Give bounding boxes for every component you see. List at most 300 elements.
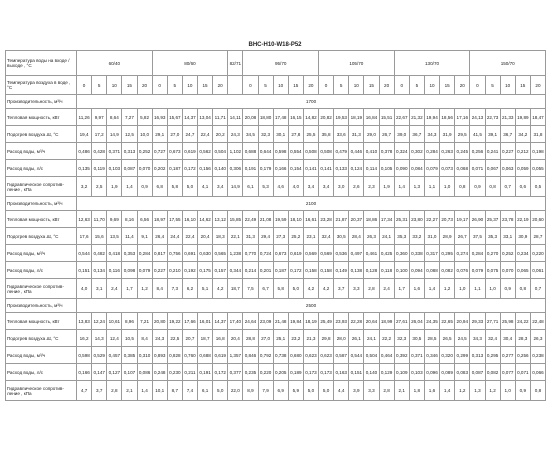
- value-cell: 2,8: [107, 381, 122, 401]
- value-cell: 4,2: [303, 279, 318, 299]
- value-cell: 23,2: [288, 330, 303, 347]
- value-cell: 17,55: [167, 211, 182, 228]
- value-cell: 0,508: [319, 143, 334, 160]
- value-cell: 1,4: [424, 279, 439, 299]
- value-cell: 1,4: [137, 381, 152, 401]
- value-cell: 0,088: [424, 262, 439, 279]
- value-cell: 13,83: [77, 313, 92, 330]
- value-cell: 28,4: [349, 228, 364, 245]
- value-cell: 0,079: [137, 262, 152, 279]
- value-cell: 0,191: [243, 160, 258, 177]
- value-cell: 0,688: [243, 143, 258, 160]
- value-cell: 20,73: [440, 211, 455, 228]
- value-cell: 0,284: [470, 245, 485, 262]
- value-cell: 0,623: [303, 347, 318, 364]
- value-cell: 1,0: [500, 381, 515, 401]
- value-cell: 0,464: [379, 347, 394, 364]
- air-temp-cell: 5: [334, 76, 349, 95]
- value-cell: 1,2: [455, 381, 470, 401]
- value-cell: 0,212: [515, 143, 530, 160]
- value-cell: 2,1: [122, 381, 137, 401]
- value-cell: 18,47: [530, 109, 545, 126]
- value-cell: 0,893: [152, 347, 167, 364]
- value-cell: 0,619: [288, 245, 303, 262]
- value-cell: 0,8: [455, 177, 470, 197]
- value-cell: 0,128: [364, 262, 379, 279]
- value-cell: 25,49: [319, 313, 334, 330]
- value-cell: 21,48: [273, 313, 288, 330]
- value-cell: 0,277: [500, 347, 515, 364]
- value-cell: 0,138: [349, 262, 364, 279]
- water-regime: 95/70: [243, 51, 319, 76]
- value-cell: 0,210: [167, 262, 182, 279]
- value-cell: 0,087: [122, 160, 137, 177]
- value-cell: 9,1: [137, 228, 152, 245]
- value-cell: 0,173: [319, 364, 334, 381]
- air-temp-cell: 20: [137, 76, 152, 95]
- value-cell: 0,385: [122, 347, 137, 364]
- value-cell: 19,22: [167, 313, 182, 330]
- value-cell: 28,8: [243, 330, 258, 347]
- value-cell: 17,2: [92, 126, 107, 143]
- value-cell: 2,8: [379, 381, 394, 401]
- value-cell: 19,94: [424, 109, 439, 126]
- value-cell: 0,9: [470, 177, 485, 197]
- value-cell: 23,28: [319, 211, 334, 228]
- value-cell: 3,7: [92, 381, 107, 401]
- water-regime: 130/70: [394, 51, 470, 76]
- value-cell: 22,28: [349, 313, 364, 330]
- value-cell: 0,214: [243, 262, 258, 279]
- value-cell: 0,172: [182, 160, 197, 177]
- air-temp-cell: 0: [77, 76, 92, 95]
- value-cell: 0,061: [530, 262, 545, 279]
- table-row: [6, 245, 546, 262]
- value-cell: 0,504: [213, 143, 228, 160]
- value-cell: 7,4: [182, 381, 197, 401]
- value-cell: 0,234: [515, 245, 530, 262]
- air-temp-cell: 10: [500, 76, 515, 95]
- capacity-value: 1700: [77, 95, 546, 109]
- value-cell: 0,119: [92, 160, 107, 177]
- value-cell: 14,82: [303, 109, 318, 126]
- value-cell: 0,065: [515, 262, 530, 279]
- value-cell: 0,738: [273, 347, 288, 364]
- value-cell: 20,4: [228, 330, 243, 347]
- value-cell: 0,482: [92, 245, 107, 262]
- value-cell: 29,4: [258, 228, 273, 245]
- value-cell: 0,446: [349, 143, 364, 160]
- value-cell: 3,9: [349, 381, 364, 401]
- value-cell: 26,1: [349, 330, 364, 347]
- value-cell: 28,0: [334, 330, 349, 347]
- value-cell: 0,238: [530, 347, 545, 364]
- value-cell: 10,0: [137, 126, 152, 143]
- value-cell: 16,10: [182, 211, 197, 228]
- row-label-resist: Гидравлическое сопротив- ление , кПа: [6, 279, 77, 299]
- value-cell: 0,9: [137, 177, 152, 197]
- row-label-flow-ls: Расход воды, л/с: [6, 364, 77, 381]
- value-cell: 0,059: [515, 160, 530, 177]
- value-cell: 0,680: [288, 347, 303, 364]
- value-cell: 0,299: [455, 347, 470, 364]
- value-cell: 0,598: [273, 143, 288, 160]
- value-cell: 5,8: [167, 177, 182, 197]
- air-temp-cell: 20: [303, 76, 318, 95]
- air-temp-label: Температура воздуха в воде , °С: [6, 76, 77, 95]
- value-cell: 0,140: [213, 160, 228, 177]
- value-cell: 0,141: [303, 160, 318, 177]
- value-cell: 1,4: [122, 177, 137, 197]
- air-temp-cell: 10: [273, 76, 288, 95]
- capacity-row: [6, 197, 546, 211]
- value-cell: 0,630: [198, 245, 213, 262]
- value-cell: 22,49: [243, 211, 258, 228]
- value-cell: 0,063: [500, 160, 515, 177]
- value-cell: 22,0: [228, 381, 243, 401]
- value-cell: 22,5: [167, 330, 182, 347]
- value-cell: 22,48: [530, 313, 545, 330]
- air-temp-cell: 15: [515, 76, 530, 95]
- value-cell: 0,192: [182, 262, 197, 279]
- value-cell: 24,3: [152, 330, 167, 347]
- value-cell: 5,0: [319, 381, 334, 401]
- value-cell: 23,93: [334, 313, 349, 330]
- value-cell: 7,5: [243, 279, 258, 299]
- value-cell: 24,22: [515, 313, 530, 330]
- value-cell: 15,6: [92, 228, 107, 245]
- value-cell: 19,89: [515, 109, 530, 126]
- value-cell: 34,3: [424, 126, 439, 143]
- value-cell: 23,80: [409, 211, 424, 228]
- value-cell: 0,090: [394, 160, 409, 177]
- value-cell: 0,274: [455, 245, 470, 262]
- capacity-label: Производительность, м³/ч: [6, 299, 77, 313]
- value-cell: 0,086: [137, 364, 152, 381]
- value-cell: 24,3: [228, 126, 243, 143]
- value-cell: 5,3: [258, 177, 273, 197]
- value-cell: 17,40: [228, 313, 243, 330]
- value-cell: 0,179: [258, 160, 273, 177]
- value-cell: 5,0: [303, 381, 318, 401]
- value-cell: 1,6: [424, 381, 439, 401]
- value-cell: 24,1: [364, 330, 379, 347]
- value-cell: 27,0: [258, 330, 273, 347]
- value-cell: 1,238: [228, 245, 243, 262]
- value-cell: 3,0: [334, 177, 349, 197]
- value-cell: 18,19: [303, 313, 318, 330]
- water-regime: 80/60: [152, 51, 228, 76]
- value-cell: 0,166: [77, 364, 92, 381]
- capacity-label: Производительность, м³/ч: [6, 95, 77, 109]
- air-temp-cell: 0: [394, 76, 409, 95]
- value-cell: 34,5: [243, 126, 258, 143]
- air-temp-cell: 0: [319, 76, 334, 95]
- water-regime: 105/70: [319, 51, 395, 76]
- value-cell: 8,96: [122, 313, 137, 330]
- value-cell: 0,623: [319, 347, 334, 364]
- value-cell: 22,19: [515, 211, 530, 228]
- value-cell: 21,33: [500, 109, 515, 126]
- row-label-air-heat: Подогрев воздуха Δt, °С: [6, 126, 77, 143]
- value-cell: 22,4: [182, 228, 197, 245]
- value-cell: 8,64: [107, 109, 122, 126]
- value-cell: 0,320: [440, 347, 455, 364]
- table-row: [6, 177, 546, 197]
- value-cell: 1,357: [228, 347, 243, 364]
- table-row: [6, 109, 546, 126]
- row-label-heat: Тепловая мощность, кВт: [6, 109, 77, 126]
- value-cell: 0,544: [349, 347, 364, 364]
- value-cell: 34,2: [515, 126, 530, 143]
- value-cell: 15,51: [379, 109, 394, 126]
- value-cell: 25,37: [485, 211, 500, 228]
- value-cell: 0,598: [77, 347, 92, 364]
- value-cell: 0,7: [500, 177, 515, 197]
- value-cell: 0,071: [470, 160, 485, 177]
- value-cell: 0,817: [152, 245, 167, 262]
- value-cell: 1,8: [409, 381, 424, 401]
- value-cell: 27,8: [288, 126, 303, 143]
- value-cell: 0,284: [137, 245, 152, 262]
- value-cell: 17,66: [182, 313, 197, 330]
- value-cell: 17,34: [379, 211, 394, 228]
- value-cell: 1,9: [379, 177, 394, 197]
- value-cell: 30,4: [500, 330, 515, 347]
- value-cell: 28,7: [530, 228, 545, 245]
- value-cell: 0,284: [424, 143, 439, 160]
- value-cell: 26,5: [440, 330, 455, 347]
- value-cell: 22,67: [394, 109, 409, 126]
- row-label-flow-m3: Расход воды, м³/ч: [6, 143, 77, 160]
- value-cell: 1,0: [440, 177, 455, 197]
- value-cell: 9,69: [107, 211, 122, 228]
- value-cell: 10,5: [122, 330, 137, 347]
- value-cell: 18,7: [228, 279, 243, 299]
- value-cell: 0,248: [152, 364, 167, 381]
- header-row-air: [6, 76, 546, 95]
- value-cell: 30,5: [409, 330, 424, 347]
- value-cell: 0,100: [394, 262, 409, 279]
- value-cell: 0,828: [167, 347, 182, 364]
- value-cell: 11,4: [122, 228, 137, 245]
- value-cell: 23,1: [303, 228, 318, 245]
- value-cell: 6,7: [258, 279, 273, 299]
- value-cell: 14,3: [92, 330, 107, 347]
- table-row: [6, 262, 546, 279]
- air-temp-cell: 5: [258, 76, 273, 95]
- air-temp-cell: 0: [152, 76, 167, 95]
- value-cell: 16,93: [152, 109, 167, 126]
- value-cell: 2,4: [379, 279, 394, 299]
- value-cell: 3,4: [303, 177, 318, 197]
- value-cell: 0,082: [485, 364, 500, 381]
- value-cell: 2,3: [364, 177, 379, 197]
- air-temp-cell: 20: [213, 76, 228, 95]
- value-cell: 8,7: [167, 381, 182, 401]
- value-cell: 11,71: [213, 109, 228, 126]
- value-cell: 0,587: [334, 347, 349, 364]
- value-cell: 0,211: [182, 364, 197, 381]
- table-row: [6, 347, 546, 364]
- value-cell: 26,4: [152, 228, 167, 245]
- value-cell: 0,673: [273, 245, 288, 262]
- value-cell: 3,3: [349, 279, 364, 299]
- value-cell: 3,2: [77, 177, 92, 197]
- value-cell: 39,0: [394, 126, 409, 143]
- value-cell: 26,04: [409, 313, 424, 330]
- value-cell: 29,8: [319, 330, 334, 347]
- value-cell: 19,4: [77, 126, 92, 143]
- value-cell: 0,324: [394, 143, 409, 160]
- value-cell: 0,141: [319, 160, 334, 177]
- value-cell: 9,97: [92, 109, 107, 126]
- air-temp-blank: [228, 76, 243, 95]
- value-cell: 0,087: [470, 364, 485, 381]
- value-cell: 16,01: [198, 313, 213, 330]
- value-cell: 1,2: [485, 381, 500, 401]
- value-cell: 0,457: [107, 347, 122, 364]
- row-label-resist: Гидравлическое сопротив- ление , кПа: [6, 381, 77, 401]
- value-cell: 2,8: [364, 279, 379, 299]
- value-cell: 0,410: [364, 143, 379, 160]
- value-cell: 1,4: [394, 177, 409, 197]
- row-label-flow-m3: Расход воды, м³/ч: [6, 347, 77, 364]
- value-cell: 19,84: [288, 313, 303, 330]
- value-cell: 20,37: [349, 211, 364, 228]
- value-cell: 0,127: [107, 364, 122, 381]
- value-cell: 2,6: [349, 177, 364, 197]
- value-cell: 11,26: [77, 109, 92, 126]
- value-cell: 1,2: [137, 279, 152, 299]
- value-cell: 6,1: [243, 177, 258, 197]
- value-cell: 3,4: [319, 177, 334, 197]
- value-cell: 20,08: [243, 109, 258, 126]
- value-cell: 18,97: [152, 211, 167, 228]
- spec-table: [5, 50, 546, 401]
- value-cell: 31,0: [424, 228, 439, 245]
- air-temp-cell: 20: [379, 76, 394, 95]
- value-cell: 25,1: [273, 330, 288, 347]
- value-cell: 7,21: [137, 313, 152, 330]
- value-cell: 10,61: [107, 313, 122, 330]
- table-row: [6, 381, 546, 401]
- value-cell: 6,9: [273, 381, 288, 401]
- capacity-row: [6, 299, 546, 313]
- value-cell: 0,096: [424, 364, 439, 381]
- value-cell: 0,163: [334, 364, 349, 381]
- value-cell: 0,486: [77, 143, 92, 160]
- value-cell: 2,5: [92, 177, 107, 197]
- value-cell: 0,076: [455, 262, 470, 279]
- value-cell: 0,105: [379, 160, 394, 177]
- value-cell: 0,377: [228, 364, 243, 381]
- value-cell: 0,756: [167, 245, 182, 262]
- value-cell: 4,1: [198, 177, 213, 197]
- value-cell: 0,846: [243, 347, 258, 364]
- value-cell: 28,5: [424, 330, 439, 347]
- value-cell: 0,083: [455, 364, 470, 381]
- value-cell: 0,075: [485, 262, 500, 279]
- value-cell: 0,302: [409, 143, 424, 160]
- value-cell: 0,084: [409, 160, 424, 177]
- value-cell: 0,230: [167, 364, 182, 381]
- value-cell: 19,53: [334, 109, 349, 126]
- value-cell: 0,149: [334, 262, 349, 279]
- value-cell: 20,80: [152, 313, 167, 330]
- value-cell: 1,3: [409, 177, 424, 197]
- value-cell: 0,338: [409, 245, 424, 262]
- value-cell: 0,569: [319, 245, 334, 262]
- value-cell: 0,151: [349, 364, 364, 381]
- value-cell: 26,7: [455, 228, 470, 245]
- value-cell: 0,227: [152, 262, 167, 279]
- value-cell: 0,8: [485, 177, 500, 197]
- value-cell: 5,1: [198, 279, 213, 299]
- value-cell: 1,1: [424, 177, 439, 197]
- value-cell: 13,04: [198, 109, 213, 126]
- value-cell: 20,4: [198, 228, 213, 245]
- value-cell: 29,33: [470, 313, 485, 330]
- value-cell: 0,189: [288, 364, 303, 381]
- value-cell: 0,256: [470, 143, 485, 160]
- value-cell: 7,9: [258, 381, 273, 401]
- value-cell: 33,6: [334, 126, 349, 143]
- value-cell: 5,8: [273, 279, 288, 299]
- value-cell: 35,8: [319, 126, 334, 143]
- value-cell: 0,425: [379, 245, 394, 262]
- value-cell: 0,089: [440, 364, 455, 381]
- air-temp-cell: 10: [349, 76, 364, 95]
- value-cell: 0,107: [122, 364, 137, 381]
- value-cell: 1,2: [440, 279, 455, 299]
- value-cell: 3,7: [334, 279, 349, 299]
- value-cell: 0,114: [364, 160, 379, 177]
- value-cell: 25,31: [394, 211, 409, 228]
- value-cell: 0,252: [137, 143, 152, 160]
- water-temp-label: Температура воды на входе /выходе , °С: [6, 51, 77, 76]
- value-cell: 0,241: [485, 143, 500, 160]
- table-row: [6, 126, 546, 143]
- value-cell: 0,133: [334, 160, 349, 177]
- value-cell: 27,71: [485, 313, 500, 330]
- value-cell: 0,295: [485, 347, 500, 364]
- value-cell: 0,9: [500, 279, 515, 299]
- value-cell: 18,99: [379, 313, 394, 330]
- value-cell: 18,19: [349, 109, 364, 126]
- row-label-flow-ls: Расход воды, л/с: [6, 262, 77, 279]
- value-cell: 0,565: [213, 245, 228, 262]
- value-cell: 36,7: [500, 126, 515, 143]
- value-cell: 22,4: [198, 126, 213, 143]
- value-cell: 0,109: [394, 364, 409, 381]
- value-cell: 0,529: [92, 347, 107, 364]
- value-cell: 28,3: [515, 330, 530, 347]
- value-cell: 26,90: [470, 211, 485, 228]
- value-cell: 27,3: [273, 228, 288, 245]
- value-cell: 41,5: [470, 126, 485, 143]
- air-temp-cell: 0: [243, 76, 258, 95]
- value-cell: 0,172: [213, 364, 228, 381]
- value-cell: 26,3: [530, 330, 545, 347]
- value-cell: 0,129: [379, 364, 394, 381]
- value-cell: 18,10: [288, 211, 303, 228]
- value-cell: 0,175: [198, 262, 213, 279]
- value-cell: 22,2: [379, 330, 394, 347]
- air-temp-cell: 5: [92, 76, 107, 95]
- value-cell: 0,792: [258, 347, 273, 364]
- value-cell: 33,2: [409, 228, 424, 245]
